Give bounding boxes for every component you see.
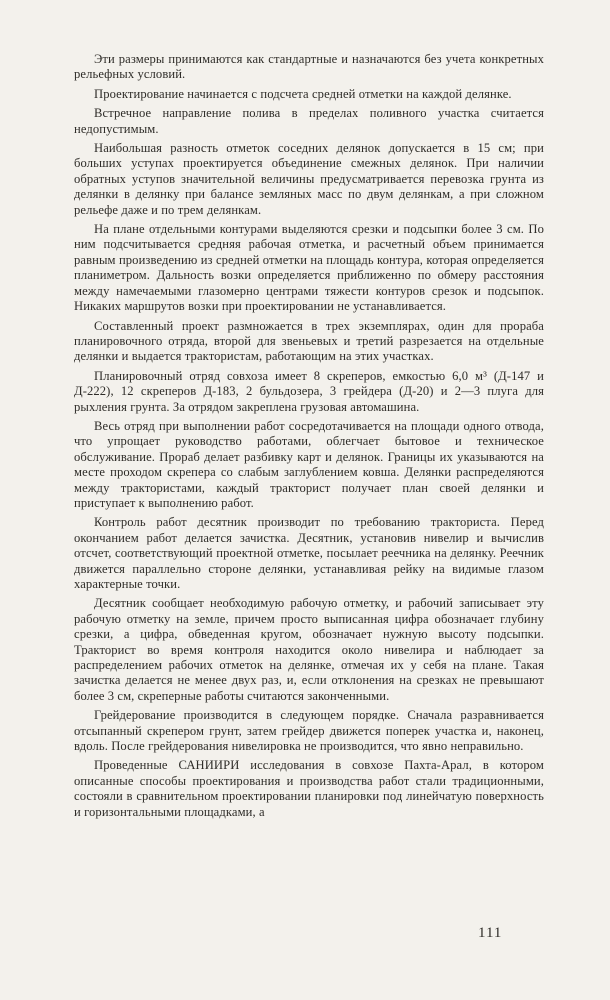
page-number: 111 — [478, 925, 503, 941]
paragraph: Контроль работ десятник производит по требованию тракториста. Перед окончанием работ делается зачистка. Десятник, установив нивелир и вычислив отсчет, соответствующий проектной отметке, посылает реечника на делянку. Реечник движется параллельно стороне делянки, устанавливая рейку на видимые глазом характерные точки. — [74, 515, 544, 591]
paragraph: Составленный проект размножается в трех экземплярах, один для прораба планировочного отряда, второй для звеньевых и третий разрезается на отдельные делянки и выдается трактористам, работающим на этих участках. — [74, 318, 544, 364]
paragraph: Наибольшая разность отметок соседних делянок допускается в 15 см; при больших уступах проектируется объединение смежных делянок. При наличии обратных уступов значительной величины предусматривается перевозка грунта из делянки в делянку при балансе земляных масс по двум делянкам, а при сложном рельефе даже и по трем делянкам. — [74, 141, 544, 217]
paragraph: Грейдерование производится в следующем порядке. Сначала разравнивается отсыпанный скрепером грунт, затем грейдер движется поперек участка и, наконец, вдоль. После грейдерования нивелировка не производится, что явно неправильно. — [74, 708, 544, 754]
paragraph: Проектирование начинается с подсчета средней отметки на каждой делянке. — [94, 86, 512, 101]
paragraph: Десятник сообщает необходимую рабочую отметку, и рабочий записывает эту рабочую отметку на земле, причем просто выписанная цифра обозначает глубину срезки, а цифра, обведенная кругом, обозначает нужную высоту подсыпки. Тракторист во время контроля находится около нивелира и наблюдает за распределением рабочих отметок на делянке, отмечая их у себя на плане. Такая зачистка делается не менее двух раз, и, если отклонения на срезках не превышают более 3 см, скреперные работы считаются законченными. — [74, 596, 544, 703]
paragraph: На плане отдельными контурами выделяются срезки и подсыпки более 3 см. По ним подсчитывается средняя рабочая отметка, и расчетный объем принимается равным произведению из средней отметки на площадь контура, которая определяется планиметром. Дальность возки определяется приближенно по обмеру расстояния между намечаемыми глазомерно центрами тяжести контуров срезок и подсыпок. Никаких маршрутов возки при проектировании не устанавливается. — [74, 222, 544, 314]
paragraph: Эти размеры принимаются как стандартные и назначаются без учета конкретных рельефных условий. — [74, 52, 544, 82]
body-text — [74, 52, 544, 820]
paragraph: Планировочный отряд совхоза имеет 8 скреперов, емкостью 6,0 м³ (Д-147 и Д-222), 12 скреперов Д-183, 2 бульдозера, 3 грейдера (Д-20) и 2—3 плуга для рыхления грунта. За отрядом закреплена грузовая автомашина. — [74, 368, 544, 414]
paragraph: Весь отряд при выполнении работ сосредотачивается на площади одного отвода, что упрощает руководство работами, облегчает бытовое и техническое обслуживание. Прораб делает разбивку карт и делянок. Границы их указываются на месте проходом скрепера со слабым заглублением ковша. Делянки распределяются между трактористами, каждый тракторист получает план своей делянки и приступает к выполнению работ. — [74, 418, 544, 510]
paragraph: Проведенные САНИИРИ исследования в совхозе Пахта-Арал, в котором описанные способы проектирования и производства работ стали традиционными, состояли в сравнительном проектировании планировки под линейчатую поверхность и горизонтальными площадками, а — [74, 758, 544, 819]
paragraph: Встречное направление полива в пределах поливного участка считается недопустимым. — [74, 106, 544, 136]
